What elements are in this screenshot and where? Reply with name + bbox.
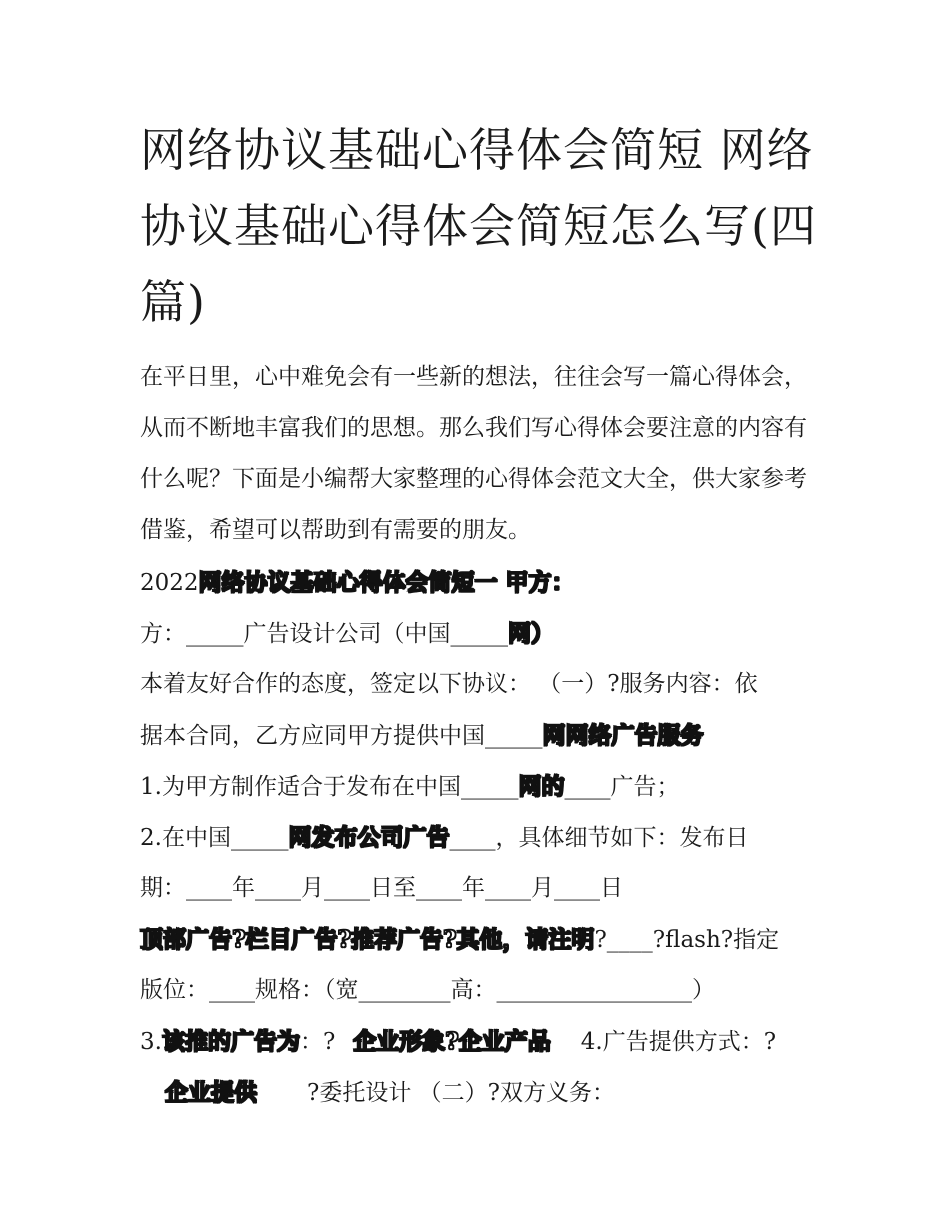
year: 2022 (140, 570, 199, 596)
item-1-post: ____广告； (564, 774, 680, 800)
party-b-line (140, 608, 554, 660)
agreement-heading-line (140, 557, 575, 609)
agreement-clause-line: 本着友好合作的态度，签定以下协议： （一）?服务内容：依 (140, 671, 758, 697)
size-line: 版位：____规格：（宽________高：_________________） (140, 977, 715, 1003)
document-title: 网络协议基础心得体会简短 网络协议基础心得体会简短怎么写(四篇) (140, 123, 817, 329)
position-line (140, 914, 779, 966)
item-3-line (140, 1016, 776, 1068)
service-outline: 网网络广告服务 (542, 722, 704, 749)
item-3-pre: 3. (140, 1029, 162, 1055)
intro-paragraph: 在平日里，心中难免会有一些新的想法，往往会写一篇心得体会，从而不断地丰富我们的思想。那么我们写心得体会要注意的内容有什么呢？下面是小编帮大家整理的心得体会范文大全，供大家参考借鉴，希望可以帮助到有需要的朋友。 (140, 364, 807, 543)
item-1-line (140, 761, 679, 813)
provision-outline: 企业提供 (165, 1079, 257, 1106)
item-3-outline-1: 该推的广告为 (161, 1028, 300, 1055)
service-text: 据本合同，乙方应同甲方提供中国_____ (140, 723, 543, 749)
item-2-line (140, 812, 748, 864)
position-options: 顶部广告?栏目广告?推荐广告?其他，请注明 (140, 926, 595, 953)
agreement-heading: 网络协议基础心得体会简短一 甲方： (198, 569, 575, 596)
item-2-post: ____，具体细节如下：发布日 (449, 825, 749, 851)
provision-post: ?委托设计 （二）?双方义务： (307, 1080, 615, 1106)
item-2-pre: 2.在中国_____ (140, 825, 289, 851)
party-b-text: 方：_____广告设计公司（中国_____ (140, 621, 508, 647)
provision-line (165, 1067, 615, 1119)
date-line: 期：____年____月____日至____年____月____日 (140, 875, 623, 901)
item-3-outline-2: 企业形象?企业产品 (353, 1028, 551, 1055)
service-line (140, 710, 704, 762)
party-b-site: 网） (508, 620, 554, 647)
item-4-text: 4.广告提供方式：? (580, 1029, 777, 1055)
item-2-outline: 网发布公司广告 (288, 824, 450, 851)
position-post: ?____?flash?指定 (594, 927, 780, 953)
item-1-outline: 网的 (518, 773, 565, 800)
item-1-pre: 1.为甲方制作适合于发布在中国_____ (140, 774, 519, 800)
item-3-mid: ：? (299, 1029, 336, 1055)
